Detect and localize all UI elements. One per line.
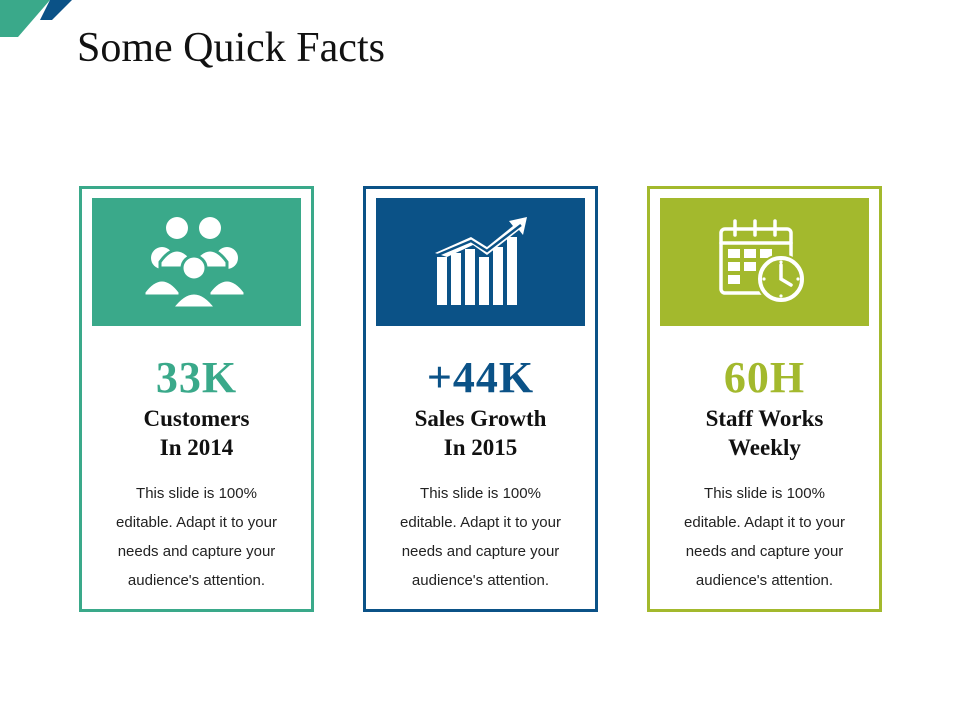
fact-desc-line: editable. Adapt it to your — [116, 514, 277, 531]
fact-desc-line: This slide is 100% — [136, 485, 257, 502]
icon-panel — [660, 198, 869, 326]
fact-label-line: In 2014 — [159, 435, 234, 460]
fact-card-customers — [79, 186, 314, 612]
fact-desc-line: This slide is 100% — [704, 485, 825, 502]
fact-label-line: Weekly — [728, 435, 801, 460]
fact-label-line: Sales Growth — [414, 406, 547, 431]
fact-value: +44K — [426, 353, 535, 402]
fact-description — [96, 479, 297, 595]
fact-desc-line: This slide is 100% — [420, 485, 541, 502]
fact-label — [660, 404, 869, 462]
fact-desc-line: needs and capture your — [685, 543, 844, 560]
icon-panel — [92, 198, 301, 326]
fact-desc-line: audience's attention. — [411, 572, 550, 589]
fact-desc-line: audience's attention. — [695, 572, 834, 589]
fact-label-line: Staff Works — [705, 406, 824, 431]
fact-desc-line: editable. Adapt it to your — [400, 514, 561, 531]
calendar-clock-icon — [715, 217, 815, 307]
page-title: Some Quick Facts — [77, 25, 385, 71]
fact-card-staff-hours — [647, 186, 882, 612]
fact-desc-line: needs and capture your — [117, 543, 276, 560]
growth-chart-icon — [431, 217, 531, 307]
fact-desc-line: editable. Adapt it to your — [684, 514, 845, 531]
fact-description — [664, 479, 865, 595]
fact-desc-line: audience's attention. — [127, 572, 266, 589]
corner-accent — [0, 0, 80, 40]
fact-label-line: Customers — [143, 406, 250, 431]
fact-description — [380, 479, 581, 595]
fact-label — [376, 404, 585, 462]
people-group-icon — [142, 212, 252, 312]
fact-value: 33K — [155, 353, 238, 402]
fact-label-line: In 2015 — [443, 435, 518, 460]
fact-card-sales-growth — [363, 186, 598, 612]
fact-value: 60H — [723, 353, 806, 402]
icon-panel — [376, 198, 585, 326]
fact-label — [92, 404, 301, 462]
fact-desc-line: needs and capture your — [401, 543, 560, 560]
